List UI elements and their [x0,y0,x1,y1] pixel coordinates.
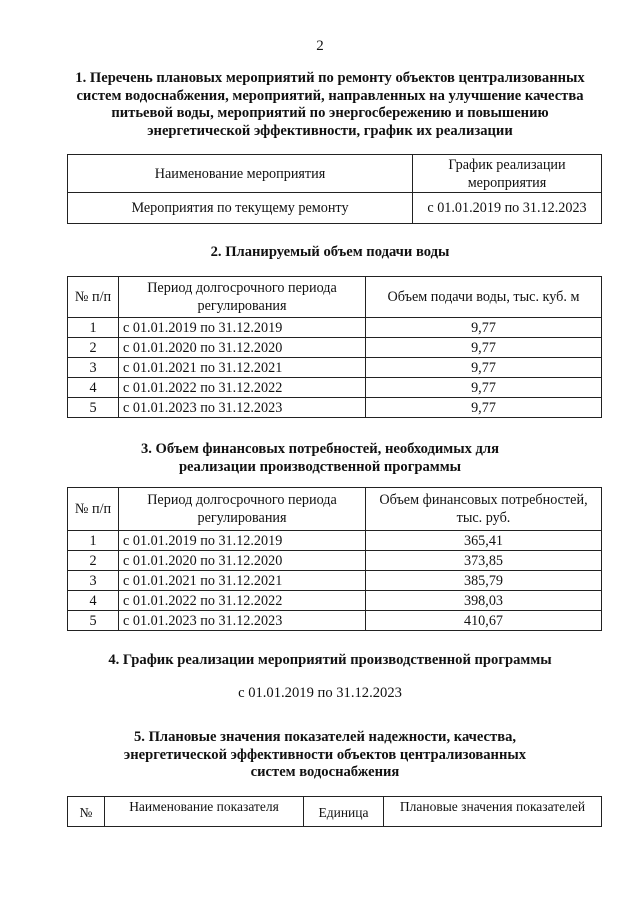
table-row [68,611,602,631]
section3-heading: 3. Объем финансовых потребностей, необходимых для реализации производственной программы [140,441,500,475]
column-header: Объем подачи воды, тыс. куб. м [366,277,602,318]
value-cell: 365,41 [366,531,602,551]
column-header: График реализации мероприятия [413,155,602,193]
table-row [68,378,602,398]
section1-table [67,154,602,224]
period-cell: с 01.01.2021 по 31.12.2021 [119,358,366,378]
row-number-cell: 2 [68,338,119,358]
section5-table [67,796,602,827]
section3-header-row [68,488,602,531]
row-number-cell: 5 [68,398,119,418]
table-row [68,531,602,551]
period-cell: с 01.01.2022 по 31.12.2022 [119,378,366,398]
section1-header-row [68,155,602,193]
section1-heading: 1. Перечень плановых мероприятий по ремонту объектов централизованных систем водоснабжения, мероприятий, направленных на улучшение качества питьевой воды, мероприятий по энергосбережению и повышению энергетической эффективности, график их реализации [75,70,585,139]
section2-header-row [68,277,602,318]
section5-heading: 5. Плановые значения показателей надежности, качества, энергетической эффективности объектов централизованных систем водоснабжения [123,729,527,780]
row-number-cell: 1 [68,531,119,551]
schedule-cell: с 01.01.2019 по 31.12.2023 [413,193,602,224]
row-number-cell: 5 [68,611,119,631]
period-cell: с 01.01.2023 по 31.12.2023 [119,398,366,418]
column-header: Наименование мероприятия [68,155,413,193]
period-cell: с 01.01.2020 по 31.12.2020 [119,338,366,358]
section5-header-row [68,797,602,827]
page-number: 2 [316,38,324,54]
table-row [68,193,602,224]
section2-heading: 2. Планируемый объем подачи воды [210,244,450,260]
period-cell: с 01.01.2021 по 31.12.2021 [119,571,366,591]
column-header: № [68,797,105,827]
period-cell: с 01.01.2023 по 31.12.2023 [119,611,366,631]
table-row [68,591,602,611]
value-cell: 9,77 [366,378,602,398]
period-cell: с 01.01.2020 по 31.12.2020 [119,551,366,571]
column-header: Наименование показателя [105,797,304,827]
row-number-cell: 2 [68,551,119,571]
value-cell: 9,77 [366,398,602,418]
column-header: Объем финансовых потребностей, тыс. руб. [366,488,602,531]
period-cell: с 01.01.2019 по 31.12.2019 [119,531,366,551]
column-header: № п/п [68,277,119,318]
table-row [68,398,602,418]
row-number-cell: 3 [68,571,119,591]
column-header: Единица [304,797,384,827]
table-row [68,358,602,378]
section2-table [67,276,602,418]
row-number-cell: 4 [68,591,119,611]
column-header: Плановые значения показателей [384,797,602,827]
column-header: Период долгосрочного периода регулирования [119,488,366,531]
section4-period: с 01.01.2019 по 31.12.2023 [238,685,402,701]
period-cell: с 01.01.2019 по 31.12.2019 [119,318,366,338]
section3-table [67,487,602,631]
column-header: Период долгосрочного периода регулирования [119,277,366,318]
value-cell: 385,79 [366,571,602,591]
table-row [68,551,602,571]
section4-heading: 4. График реализации мероприятий производственной программы [108,652,552,668]
table-row [68,338,602,358]
row-number-cell: 4 [68,378,119,398]
measure-name-cell: Мероприятия по текущему ремонту [68,193,413,224]
value-cell: 373,85 [366,551,602,571]
table-row [68,571,602,591]
value-cell: 9,77 [366,318,602,338]
column-header: № п/п [68,488,119,531]
value-cell: 9,77 [366,358,602,378]
row-number-cell: 1 [68,318,119,338]
value-cell: 398,03 [366,591,602,611]
period-cell: с 01.01.2022 по 31.12.2022 [119,591,366,611]
row-number-cell: 3 [68,358,119,378]
table-row [68,318,602,338]
value-cell: 9,77 [366,338,602,358]
value-cell: 410,67 [366,611,602,631]
